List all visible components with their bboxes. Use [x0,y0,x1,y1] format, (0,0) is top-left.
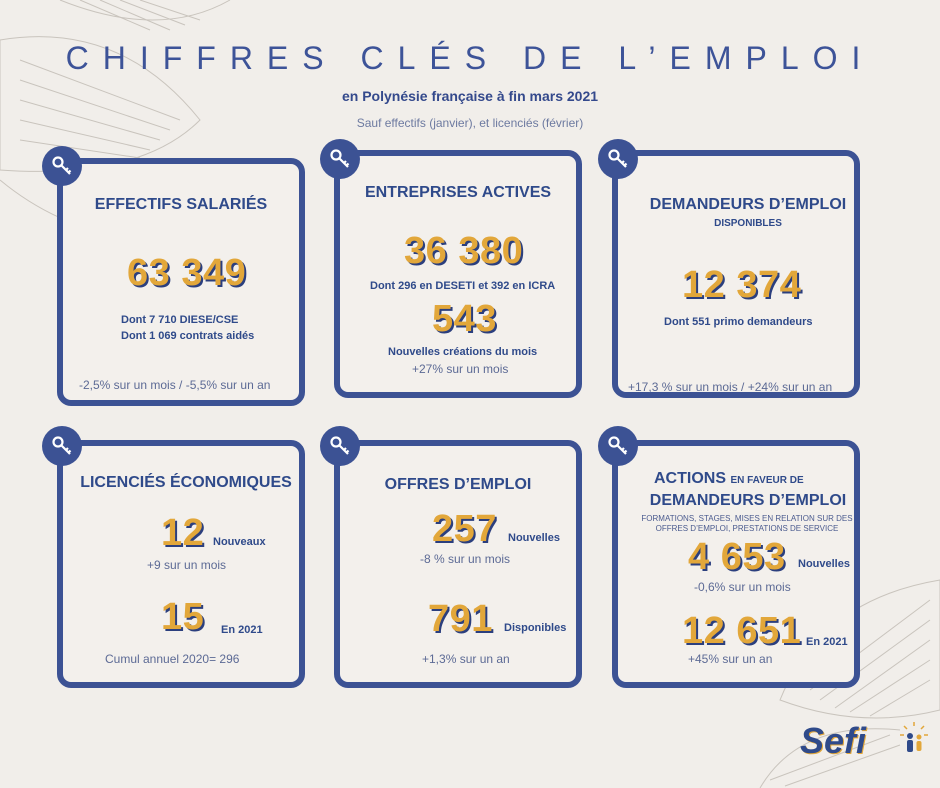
card-detail: Dont 1 069 contrats aidés [121,330,255,342]
key-icon [598,139,638,179]
card-value: 12 [161,512,205,554]
card-title: LICENCIÉS ÉCONOMIQUES [80,474,292,491]
card-label: Nouvelles [508,532,560,544]
card-trend: +1,3% sur un an [422,652,510,666]
sefi-logo [800,718,930,768]
card-offres-emploi [334,440,582,688]
card-effectifs-salaries [57,158,305,406]
card-label: En 2021 [806,636,848,648]
page-note: Sauf effectifs (janvier), et licenciés (février) [356,116,584,130]
card-demandeurs-emploi [612,150,860,398]
card-trend: +27% sur un mois [412,362,509,376]
key-icon [320,426,360,466]
card-subtitle: DISPONIBLES [714,218,782,229]
page-title: CHIFFRES CLÉS DE L’EMPLOI [65,40,875,76]
card-actions [612,440,860,688]
card-trend: -2,5% sur un mois / -5,5% sur un an [79,378,271,392]
card-title-main: ACTIONS [654,470,726,487]
card-detail: Dont 551 primo demandeurs [664,316,813,328]
card-title-line2: DEMANDEURS D’EMPLOI [649,492,847,509]
card-title: OFFRES D’EMPLOI [384,476,532,493]
key-icon [42,146,82,186]
sefi-logo-text: Sefi [800,720,867,761]
card-value: 4 653 [688,536,786,578]
card-entreprises-actives [334,150,582,398]
card-value-secondary: 15 [161,596,205,638]
card-title-sub: EN FAVEUR DE [730,475,804,486]
card-value: 257 [432,508,497,550]
card-detail: Dont 7 710 DIESE/CSE [121,314,239,326]
page-subtitle: en Polynésie française à fin mars 2021 [341,88,599,104]
card-trend: +17,3 % sur un mois / +24% sur un an [628,380,833,394]
people-icon [898,720,930,760]
card-value: 12 374 [682,264,802,306]
card-value-secondary: 12 651 [682,610,802,652]
card-label: Nouvelles [798,558,850,570]
card-trend: -0,6% sur un mois [694,580,791,594]
card-value-secondary: 791 [428,598,493,640]
card-licencies-economiques [57,440,305,688]
key-icon [42,426,82,466]
card-trend: -8 % sur un mois [420,552,511,566]
card-value-secondary: 543 [432,298,497,340]
card-trend: +9 sur un mois [147,558,227,572]
card-trend: Cumul annuel 2020= 296 [105,652,240,666]
card-title [654,470,804,488]
card-title: EFFECTIFS SALARIÉS [94,196,268,213]
card-trend: +45% sur un an [688,652,773,666]
card-detail: Dont 296 en DESETI et 392 en ICRA [370,280,556,292]
card-label: Disponibles [504,622,567,634]
key-icon [598,426,638,466]
card-value: 63 349 [127,252,247,294]
card-value: 36 380 [404,230,524,272]
card-title: ENTREPRISES ACTIVES [364,184,552,201]
card-description: FORMATIONS, STAGES, MISES EN RELATION SUR DES OFFRES D’EMPLOI, PRESTATIONS DE SERVICE [641,514,853,533]
card-label: En 2021 [221,624,263,636]
card-title: DEMANDEURS D’EMPLOI [649,196,847,213]
card-label: Nouveaux [213,536,266,548]
key-icon [320,139,360,179]
card-label: Nouvelles créations du mois [388,346,538,358]
